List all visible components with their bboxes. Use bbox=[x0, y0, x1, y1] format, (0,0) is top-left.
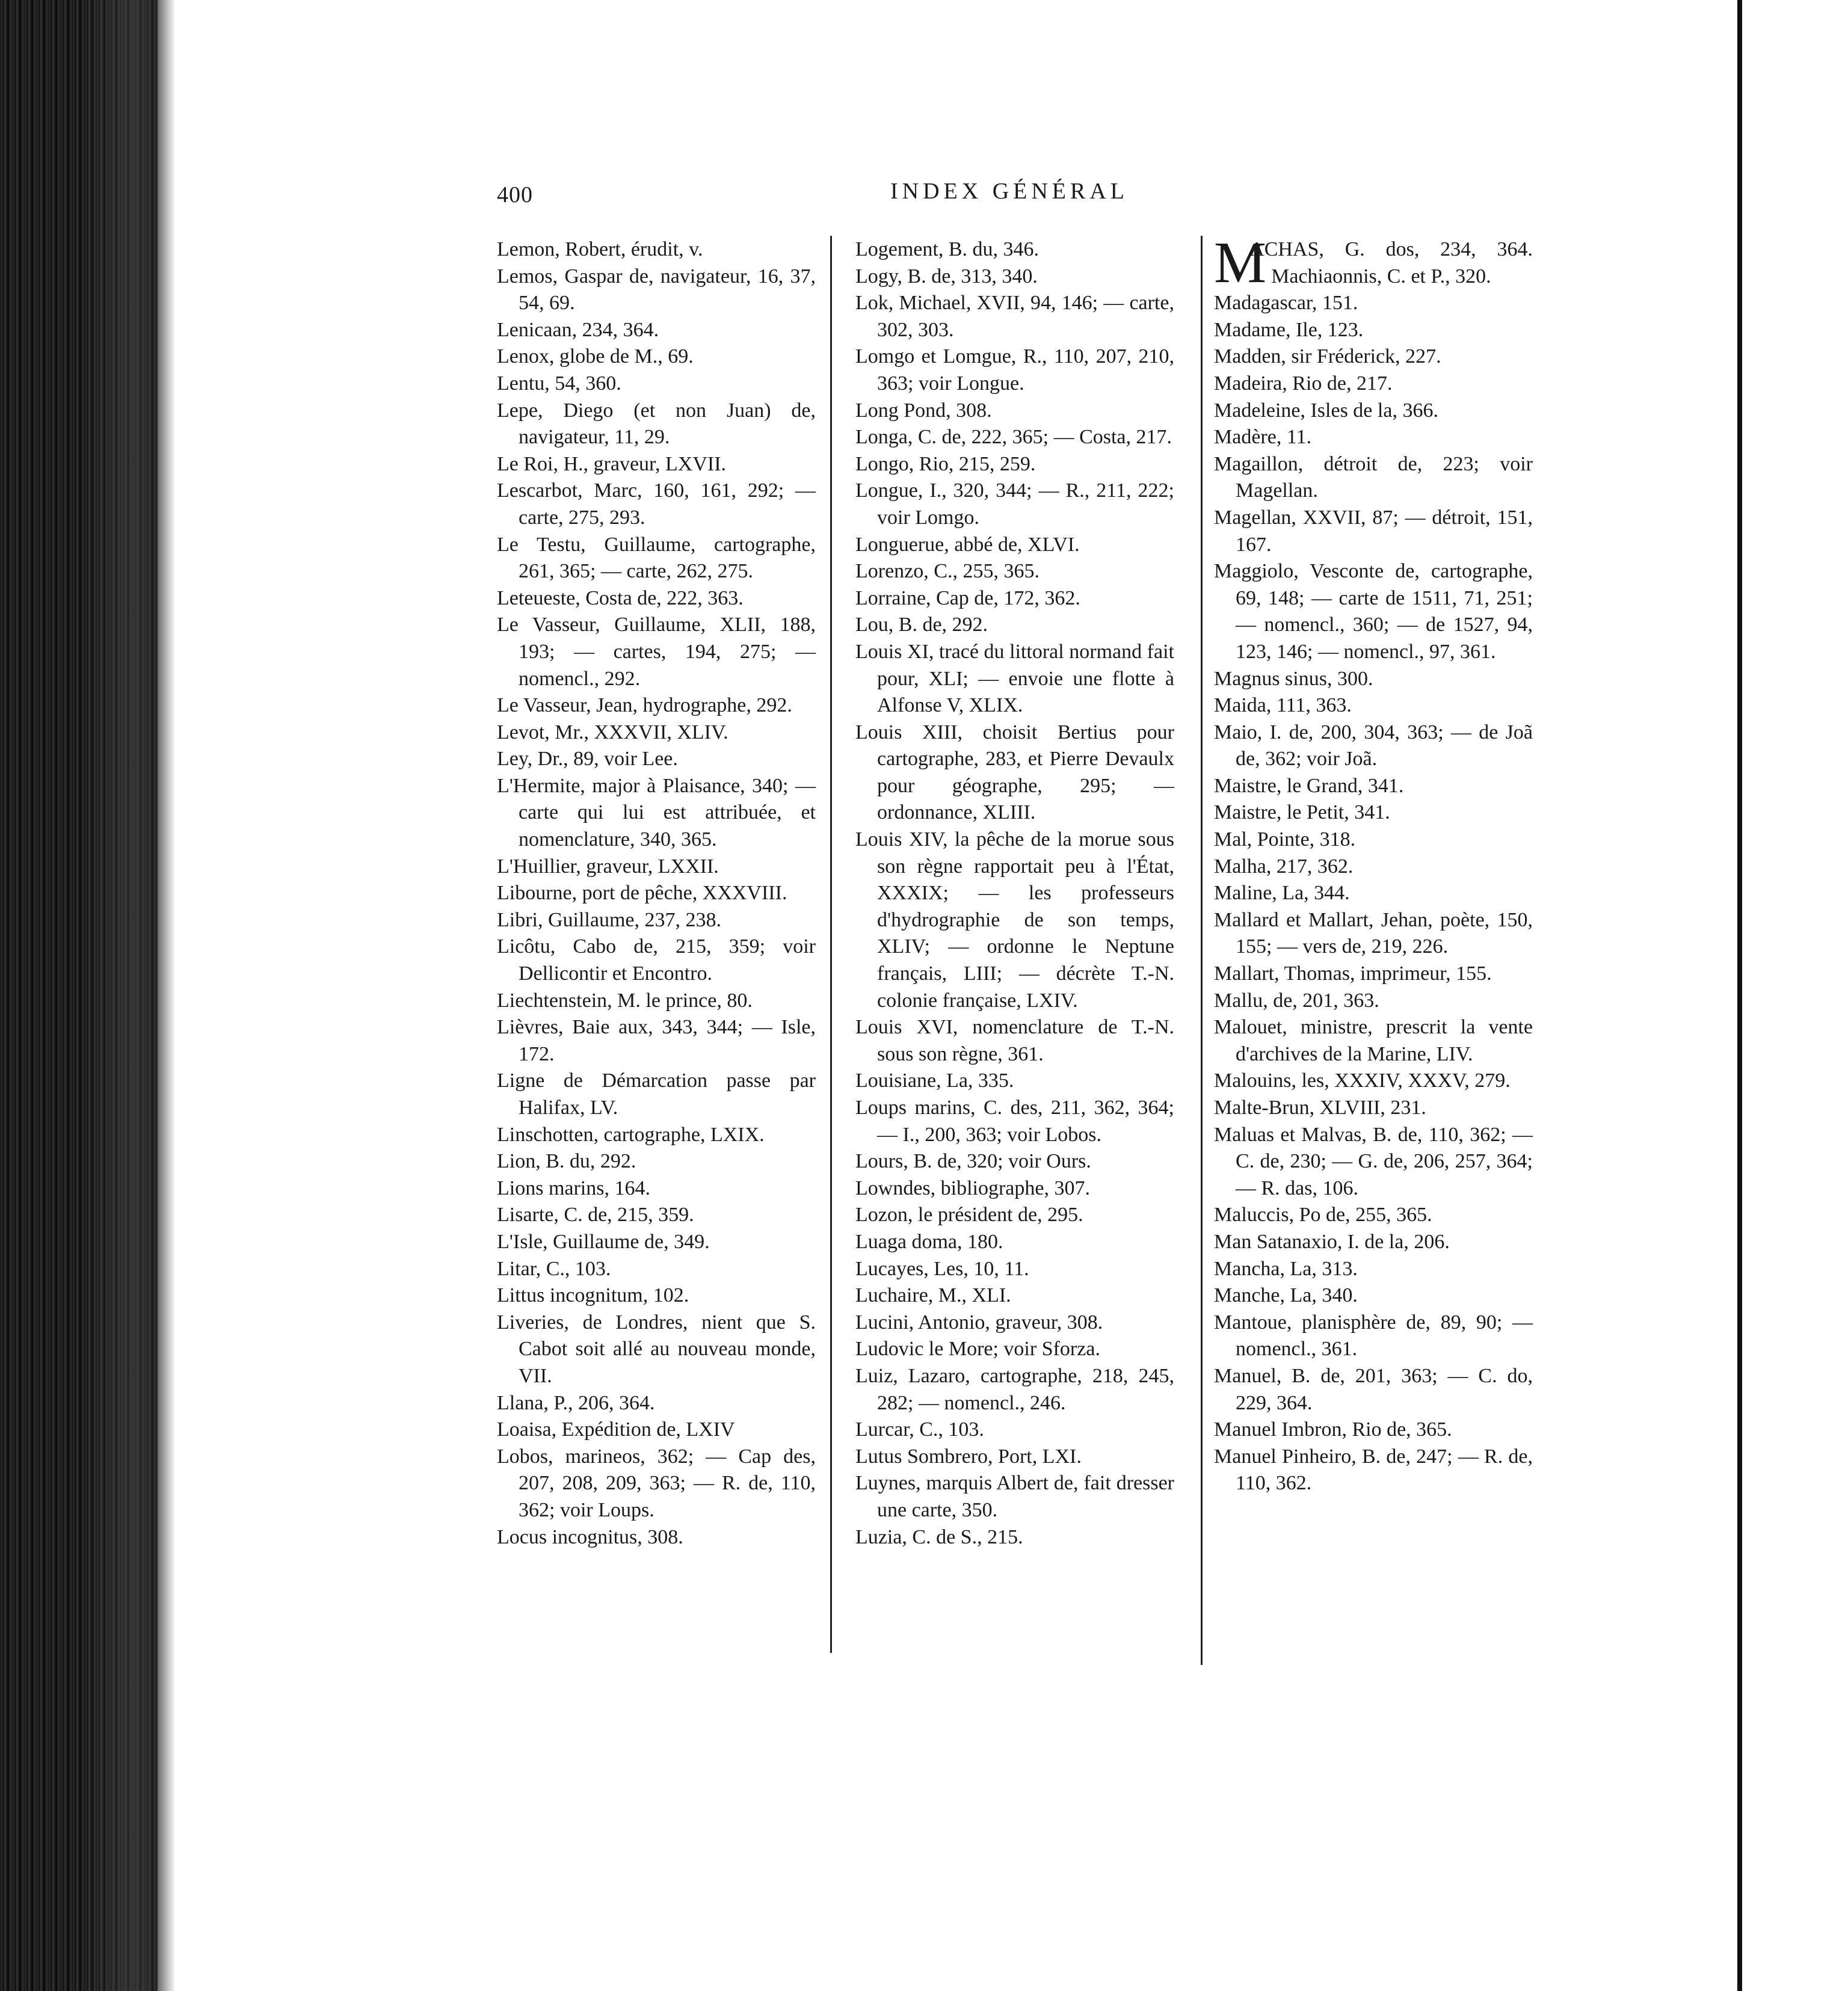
index-column-1 bbox=[497, 236, 816, 1551]
index-entry: Malte-Brun, XLVIII, 231. bbox=[1214, 1097, 1426, 1119]
index-entry: Lowndes, bibliographe, 307. bbox=[855, 1177, 1090, 1199]
index-entry: Lorenzo, C., 255, 365. bbox=[855, 560, 1040, 583]
index-entry: Luchaire, M., XLI. bbox=[855, 1284, 1011, 1307]
index-entry: Maluccis, Po de, 255, 365. bbox=[1214, 1204, 1432, 1226]
index-entry: Lomgo et Lomgue, R., 110, 207, 210, 363; voir Longue. bbox=[855, 345, 1174, 395]
index-entry: Linschotten, cartographe, LXIX. bbox=[497, 1123, 765, 1146]
index-entry: Maline, La, 344. bbox=[1214, 882, 1350, 905]
index-entry: Louis XIV, la pêche de la morue sous son règne rapportait peu à l'État, XXXIX; — les professeurs d'hydrographie de son temps, XLIV; — ordonne le Neptune français, LIII; — décrète T.-N. colonie française, LXIV. bbox=[855, 828, 1174, 1012]
index-entry: Madeleine, Isles de la, 366. bbox=[1214, 399, 1438, 422]
index-entry: Malouins, les, XXXIV, XXXV, 279. bbox=[1214, 1069, 1511, 1092]
index-entry: Le Roi, H., graveur, LXVII. bbox=[497, 452, 727, 475]
index-entry: Logy, B. de, 313, 340. bbox=[855, 265, 1038, 288]
index-entry: Louis XIII, choisit Bertius pour cartographe, 283, et Pierre Devaulx pour géographe, 295; — ordonnance, XLIII. bbox=[855, 721, 1174, 824]
index-entry: Long Pond, 308. bbox=[855, 399, 992, 422]
index-entry: Magellan, XXVII, 87; — détroit, 151, 167. bbox=[1214, 506, 1533, 556]
index-entry: L'Huillier, graveur, LXXII. bbox=[497, 855, 719, 878]
page-crease bbox=[158, 0, 174, 1991]
index-entry: Longo, Rio, 215, 259. bbox=[855, 452, 1036, 475]
index-entry: Madeira, Rio de, 217. bbox=[1214, 372, 1393, 395]
index-entry: Lobos, marineos, 362; — Cap des, 207, 208, 209, 363; — R. de, 110, 362; voir Loups. bbox=[497, 1445, 816, 1521]
index-entry: Libri, Guillaume, 237, 238. bbox=[497, 908, 722, 931]
index-entry: Lemon, Robert, érudit, v. bbox=[497, 238, 703, 260]
index-entry: Lemos, Gaspar de, navigateur, 16, 37, 54, 69. bbox=[497, 265, 816, 315]
index-entry: Madagascar, 151. bbox=[1214, 292, 1358, 315]
index-entry: Luynes, marquis Albert de, fait dresser une carte, 350. bbox=[855, 1472, 1174, 1521]
index-entry: Lescarbot, Marc, 160, 161, 292; — carte, 275, 293. bbox=[497, 479, 816, 529]
index-entry: Lok, Michael, XVII, 94, 146; — carte, 302, 303. bbox=[855, 292, 1174, 341]
index-entry: Lenicaan, 234, 364. bbox=[497, 318, 659, 341]
index-entry: Madden, sir Fréderick, 227. bbox=[1214, 345, 1441, 368]
index-entry: Ley, Dr., 89, voir Lee. bbox=[497, 748, 678, 771]
index-entry: Luaga doma, 180. bbox=[855, 1230, 1003, 1253]
index-entry: Llana, P., 206, 364. bbox=[497, 1391, 655, 1414]
index-entry: Maio, I. de, 200, 304, 363; — de Joã de, 362; voir Joã. bbox=[1214, 721, 1533, 771]
index-entry: Maistre, le Grand, 341. bbox=[1214, 774, 1404, 797]
index-entry: Mallu, de, 201, 363. bbox=[1214, 989, 1379, 1012]
drop-cap: M bbox=[1214, 230, 1267, 295]
index-entry: Lucini, Antonio, graveur, 308. bbox=[855, 1311, 1103, 1334]
index-entry: Maluas et Malvas, B. de, 110, 362; — C. de, 230; — G. de, 206, 257, 364; — R. das, 106. bbox=[1214, 1123, 1533, 1199]
index-entry: Manuel Imbron, Rio de, 365. bbox=[1214, 1418, 1452, 1441]
index-entry: Malha, 217, 362. bbox=[1214, 855, 1354, 878]
index-entry: Locus incognitus, 308. bbox=[497, 1525, 683, 1548]
index-entry: Lentu, 54, 360. bbox=[497, 372, 621, 395]
index-entry: Madame, Ile, 123. bbox=[1214, 318, 1364, 341]
index-entry: Manuel, B. de, 201, 363; — C. do, 229, 364. bbox=[1214, 1364, 1533, 1414]
index-entry: Luiz, Lazaro, cartographe, 218, 245, 282; — nomencl., 246. bbox=[855, 1364, 1174, 1414]
index-entry: Le Vasseur, Jean, hydrographe, 292. bbox=[497, 694, 792, 717]
column-rule-1 bbox=[830, 236, 832, 1653]
index-entry: Louis XI, tracé du littoral normand fait pour, XLI; — envoie une flotte à Alfonse V, XLIX. bbox=[855, 640, 1174, 717]
index-entry: Liveries, de Londres, nient que S. Cabot soit allé au nouveau monde, VII. bbox=[497, 1311, 816, 1387]
index-entry: Luzia, C. de S., 215. bbox=[855, 1525, 1023, 1548]
index-entry: Levot, Mr., XXXVII, XLIV. bbox=[497, 721, 728, 743]
index-entry: Maistre, le Petit, 341. bbox=[1214, 801, 1390, 824]
index-entry: L'Hermite, major à Plaisance, 340; — carte qui lui est attribuée, et nomenclature, 340, 365. bbox=[497, 774, 816, 851]
index-entry: Lou, B. de, 292. bbox=[855, 614, 988, 636]
index-entry: Loaisa, Expédition de, LXIV bbox=[497, 1418, 735, 1441]
index-entry: Manche, La, 340. bbox=[1214, 1284, 1358, 1307]
index-column-3 bbox=[1214, 230, 1533, 1497]
index-entry: Lièvres, Baie aux, 343, 344; — Isle, 172. bbox=[497, 1016, 816, 1065]
index-entry: Magnus sinus, 300. bbox=[1214, 667, 1373, 690]
index-entry-text: ACHAS, G. dos, 234, 364. Machiaonnis, C. et P., 320. bbox=[1249, 238, 1533, 288]
index-entry: Lozon, le président de, 295. bbox=[855, 1204, 1083, 1226]
index-entry: Longue, I., 320, 344; — R., 211, 222; voir Lomgo. bbox=[855, 479, 1174, 529]
index-entry: Maida, 111, 363. bbox=[1214, 694, 1352, 717]
index-entry: Le Testu, Guillaume, cartographe, 261, 365; — carte, 262, 275. bbox=[497, 533, 816, 583]
index-entry: Lepe, Diego (et non Juan) de, navigateur, 11, 29. bbox=[497, 399, 816, 449]
index-entry: Magaillon, détroit de, 223; voir Magellan. bbox=[1214, 452, 1533, 502]
index-entry: Lenox, globe de M., 69. bbox=[497, 345, 694, 368]
index-entry: Louisiane, La, 335. bbox=[855, 1069, 1014, 1092]
index-entry: Mantoue, planisphère de, 89, 90; — nomencl., 361. bbox=[1214, 1311, 1533, 1361]
index-entry: Louis XVI, nomenclature de T.-N. sous son règne, 361. bbox=[855, 1016, 1174, 1065]
index-entry: Loups marins, C. des, 211, 362, 364; — I., 200, 363; voir Lobos. bbox=[855, 1097, 1174, 1146]
index-entry: Longuerue, abbé de, XLVI. bbox=[855, 533, 1080, 556]
page-edge-rule bbox=[1737, 0, 1742, 1991]
index-entry: Littus incognitum, 102. bbox=[497, 1284, 689, 1307]
index-entry: Lion, B. du, 292. bbox=[497, 1150, 636, 1173]
index-entry: Liechtenstein, M. le prince, 80. bbox=[497, 989, 753, 1012]
index-entry: Mallard et Mallart, Jehan, poète, 150, 155; — vers de, 219, 226. bbox=[1214, 908, 1533, 958]
index-entry: Lucayes, Les, 10, 11. bbox=[855, 1257, 1029, 1280]
index-entry: Madère, 11. bbox=[1214, 426, 1312, 449]
running-head: INDEX GÉNÉRAL bbox=[890, 179, 1129, 204]
index-entry: L'Isle, Guillaume de, 349. bbox=[497, 1230, 710, 1253]
index-entry: Ligne de Démarcation passe par Halifax, LV. bbox=[497, 1069, 816, 1119]
index-entry: Lions marins, 164. bbox=[497, 1177, 650, 1199]
index-entry: Mal, Pointe, 318. bbox=[1214, 828, 1356, 851]
index-entry: Mancha, La, 313. bbox=[1214, 1257, 1358, 1280]
book-edge bbox=[0, 0, 174, 1991]
index-entry: Mallart, Thomas, imprimeur, 155. bbox=[1214, 962, 1492, 985]
page-number: 400 bbox=[497, 182, 533, 208]
index-entry: Le Vasseur, Guillaume, XLII, 188, 193; — cartes, 194, 275; — nomencl., 292. bbox=[497, 614, 816, 690]
index-entry: Lorraine, Cap de, 172, 362. bbox=[855, 586, 1080, 609]
index-column-2 bbox=[855, 236, 1174, 1551]
index-entry: Lurcar, C., 103. bbox=[855, 1418, 984, 1441]
index-entry: Lisarte, C. de, 215, 359. bbox=[497, 1204, 694, 1226]
index-entry: Longa, C. de, 222, 365; — Costa, 217. bbox=[855, 426, 1172, 449]
index-entry: Man Satanaxio, I. de la, 206. bbox=[1214, 1230, 1450, 1253]
index-entry: Maggiolo, Vesconte de, cartographe, 69, 148; — carte de 1511, 71, 251; — nomencl., 360; — de 1527, 94, 123, 146; — nomencl., 97, 361. bbox=[1214, 560, 1533, 663]
index-entry: Malouet, ministre, prescrit la vente d'archives de la Marine, LIV. bbox=[1214, 1016, 1533, 1065]
index-entry: Logement, B. du, 346. bbox=[855, 238, 1040, 260]
index-entry: Lours, B. de, 320; voir Ours. bbox=[855, 1150, 1091, 1173]
index-entry: Leteueste, Costa de, 222, 363. bbox=[497, 586, 744, 609]
index-entry: Libourne, port de pêche, XXXVIII. bbox=[497, 882, 787, 905]
index-entry: Manuel Pinheiro, B. de, 247; — R. de, 110, 362. bbox=[1214, 1445, 1533, 1495]
index-entry: Ludovic le More; voir Sforza. bbox=[855, 1338, 1100, 1361]
index-entry: Licôtu, Cabo de, 215, 359; voir Dellicontir et Encontro. bbox=[497, 935, 816, 985]
column-rule-2 bbox=[1201, 236, 1203, 1665]
index-entry: Litar, C., 103. bbox=[497, 1257, 611, 1280]
index-entry: Lutus Sombrero, Port, LXI. bbox=[855, 1445, 1082, 1468]
index-entry bbox=[1214, 230, 1533, 295]
